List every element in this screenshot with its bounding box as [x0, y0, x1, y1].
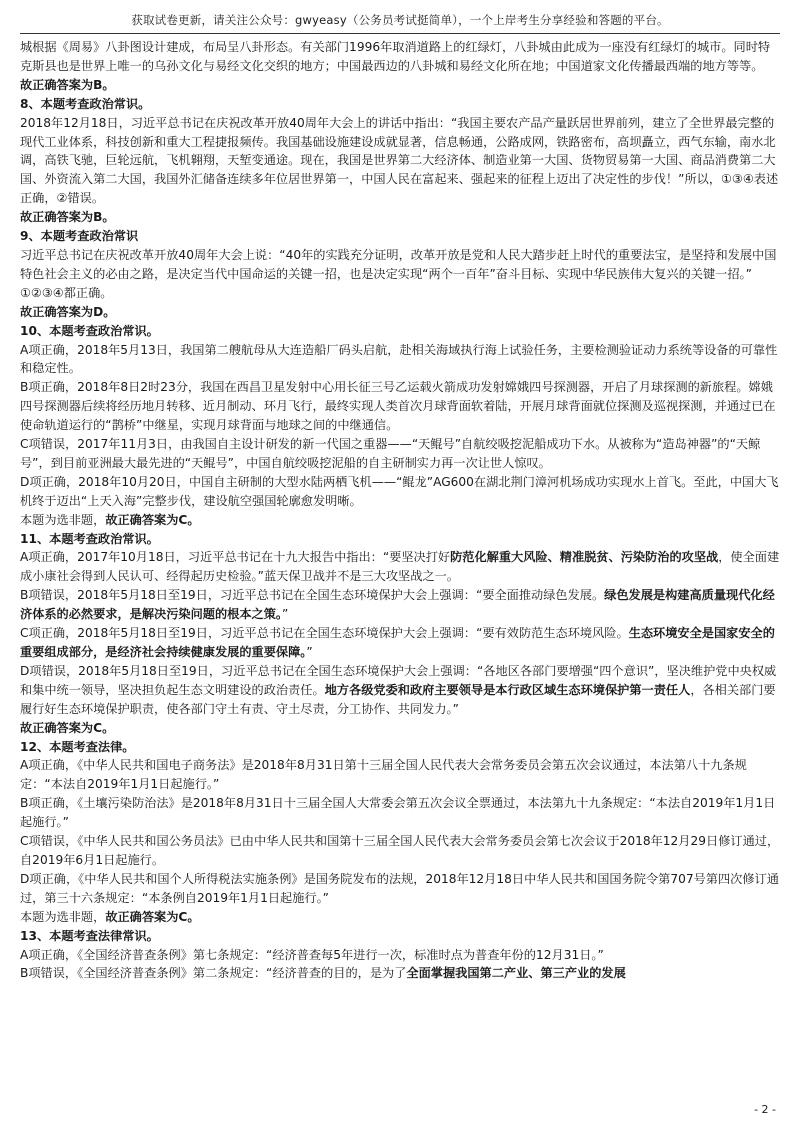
question-11-heading [20, 530, 782, 549]
question-title: 本题考查政治常识。 [40, 96, 151, 111]
answer-line: 故正确答案为B。 [20, 210, 115, 225]
option-d: D项正确，2018年10月20日，中国自主研制的大型水陆两栖飞机——“鲲龙”AG600在湖北荆门漳河机场成功实现水上首飞。至此，中国大飞机终于迈出“上天入海”完整步伐，建设航空强国轮廓愈发明晰。 [20, 474, 779, 508]
answer-line [20, 908, 782, 927]
option-d [20, 662, 782, 719]
bold-text: 全面掌握我国第二产业、第三产业的发展 [406, 966, 626, 981]
text: B项错误，2018年5月18日至19日，习近平总书记在全国生态环境保护大会上强调：“要全面推动绿色发展。 [20, 588, 605, 603]
question-12-heading [20, 738, 782, 757]
option-c: C项错误，2017年11月3日，由我国自主设计研发的新一代国之重器——“天鲲号”自航绞吸挖泥船成功下水。从被称为“造岛神器”的“天鲸号”，到目前亚洲最大最先进的“天鲲号”，中国自航绞吸挖泥船的自主研制实力再一次让世人惊叹。 [20, 437, 761, 470]
answer-line: 故正确答案为B。 [20, 77, 115, 92]
option-a: A项正确，《中华人民共和国电子商务法》是2018年8月31日第十三届全国人民代表大会常务委员会第五次会议通过，本法第八十九条规定：“本法自2019年1月1日起施行。” [20, 758, 747, 792]
text: ，使全面建成小康社会得到人民认可、经得起历史检验。”蓝天保卫战并不是三大攻坚战之一。 [20, 550, 780, 584]
option-d: D项正确，《中华人民共和国个人所得税法实施条例》是国务院发布的法规，2018年12月18日中华人民共和国国务院令第707号第四次修订通过，第三十六条规定：“本条例自2019年1月1日起施行。” [20, 871, 779, 905]
question-9-heading [20, 227, 782, 246]
text: B项错误，《全国经济普查条例》第二条规定：“经济普查的目的，是为了 [20, 966, 407, 981]
option-b [20, 964, 782, 983]
document-body [20, 38, 782, 983]
question-number: 13、 [20, 928, 50, 943]
paragraph: 城根据《周易》八卦图设计建成，布局呈八卦形态。有关部门1996年取消道路上的红绿灯，八卦城由此成为一座没有红绿灯的城市。同时特克斯县也是世界上唯一的乌孙文化与易经文化交织的地方；中国最西边的八卦城和易经文化所在地；中国道家文化传播最西端的地方等等。 [20, 40, 771, 73]
text: ，各相关部门要履行好生态环境保护职责，使各部门守土有责、守土尽责，分工协作、共同发力。” [20, 682, 776, 716]
question-number: 8、 [20, 96, 41, 111]
page-number: - 2 - [754, 1103, 776, 1116]
option-b: B项正确，2018年8日2时23分，我国在西昌卫星发射中心用长征三号乙运载火箭成功发射嫦娥四号探测器，开启了月球探测的新旅程。嫦娥四号探测器后续将经历地月转移、近月制动、环月飞行，最终实现人类首次月球背面软着陆，开展月球背面就位探测及巡视探测，并通过已在使命轨道运行的“鹊桥”中继星，实现月球背面与地球之间的中继通信。 [20, 380, 776, 433]
bold-text: 防范化解重大风险、精准脱贫、污染防治的攻坚战 [450, 550, 719, 565]
option-b [20, 586, 782, 624]
bold-text: 生态环境安全是国家安全的重要组成部分，是经济社会持续健康发展的重要保障。 [20, 626, 775, 659]
question-title: 本题考查政治常识。 [49, 531, 159, 546]
text: A项正确，2017年10月18日，习近平总书记在十九大报告中指出：“要坚决打好 [20, 550, 451, 565]
answer: 故正确答案为C。 [105, 512, 200, 527]
question-title: 本题考查法律。 [49, 739, 135, 754]
paragraph: 2018年12月18日，习近平总书记在庆祝改革开放40周年大会上的讲话中指出：“我国主要农产品产量跃居世界前列，建立了全世界最完整的现代工业体系，科技创新和重大工程捷报频传。我国基础设施建设成就显著，信息畅通，公路成网，铁路密布，高坝矗立，西气东输，南水北调，高铁飞驰，巨轮远航，飞机翱翔，天堑变通途。现在，我国是世界第二大经济体、制造业第一大国、货物贸易第一大国、商品消费第二大国、外资流入第二大国，我国外汇储备连续多年位居世界第一，中国人民在富起来、强起来的征程上迈出了决定性的步伐！”所以，①③④表述正确，②错误。 [20, 115, 779, 206]
answer-prefix: 本题为选非题， [20, 909, 106, 924]
question-8-heading [20, 95, 782, 114]
question-10-heading [20, 322, 782, 341]
question-number: 11、 [20, 531, 50, 546]
answer: 故正确答案为C。 [105, 909, 200, 924]
text: C项正确，2018年5月18日至19日，习近平总书记在全国生态环境保护大会上强调：“要有效防范生态环境风险。 [20, 626, 629, 641]
bold-text: 绿色发展是构建高质量现代化经济体系的必然要求，是解决污染问题的根本之策。 [20, 588, 775, 622]
option-a: A项正确，《全国经济普查条例》第七条规定：“经济普查每5年进行一次，标准时点为普查年份的12月31日。” [20, 947, 604, 962]
question-number: 12、 [20, 739, 50, 754]
answer-line: 故正确答案为C。 [20, 720, 115, 735]
answer-line [20, 511, 782, 530]
header-notice: 获取试卷更新，请关注公众号：gwyeasy（公务员考试挺简单），一个上岸考生分享经验和答题的平台。 [131, 13, 669, 27]
text: D项错误，2018年5月18日至19日，习近平总书记在全国生态环境保护大会上强调：“各地区各部门要增强“四个意识”，坚决维护党中央权威和集中统一领导，坚决担负起生态文明建设的政治责任。 [20, 663, 777, 697]
option-c: C项错误，《中华人民共和国公务员法》已由中华人民共和国第十三届全国人民代表大会常务委员会第七次会议于2018年12月29日修订通过，自2019年6月1日起施行。 [20, 834, 780, 867]
paragraph: 习近平总书记在庆祝改革开放40周年大会上说：“40年的实践充分证明，改革开放是党和人民大踏步赶上时代的重要法宝，是坚持和发展中国特色社会主义的必由之路，是决定当代中国命运的关键一招，也是决定实现“两个一百年”奋斗目标、实现中华民族伟大复兴的关键一招。” [20, 247, 777, 281]
option-a: A项正确，2018年5月13日，我国第二艘航母从大连造船厂码头启航，赴相关海域执行海上试验任务，主要检测验证动力系统等设备的可靠性和稳定性。 [20, 342, 778, 376]
paragraph: ①②③④都正确。 [20, 285, 113, 300]
question-title: 本题考查政治常识。 [49, 323, 159, 338]
question-title: 本题考查政治常识 [40, 229, 139, 244]
answer-line: 故正确答案为D。 [20, 304, 116, 319]
question-title: 本题考查法律常识。 [49, 928, 159, 943]
question-number: 9、 [20, 229, 41, 244]
text: ” [306, 645, 313, 659]
option-b: B项正确，《土壤污染防治法》是2018年8月31日十三届全国人大常委会第五次会议全票通过，本法第九十九条规定：“本法自2019年1月1日起施行。” [20, 796, 776, 830]
option-a [20, 548, 782, 586]
bold-text: 地方各级党委和政府主要领导是本行政区域生态环境保护第一责任人 [324, 682, 691, 697]
option-c [20, 624, 782, 662]
header-divider [20, 33, 780, 34]
question-13-heading [20, 927, 782, 946]
question-number: 10、 [20, 323, 50, 338]
text: ” [282, 607, 289, 622]
answer-prefix: 本题为选非题， [20, 512, 106, 527]
